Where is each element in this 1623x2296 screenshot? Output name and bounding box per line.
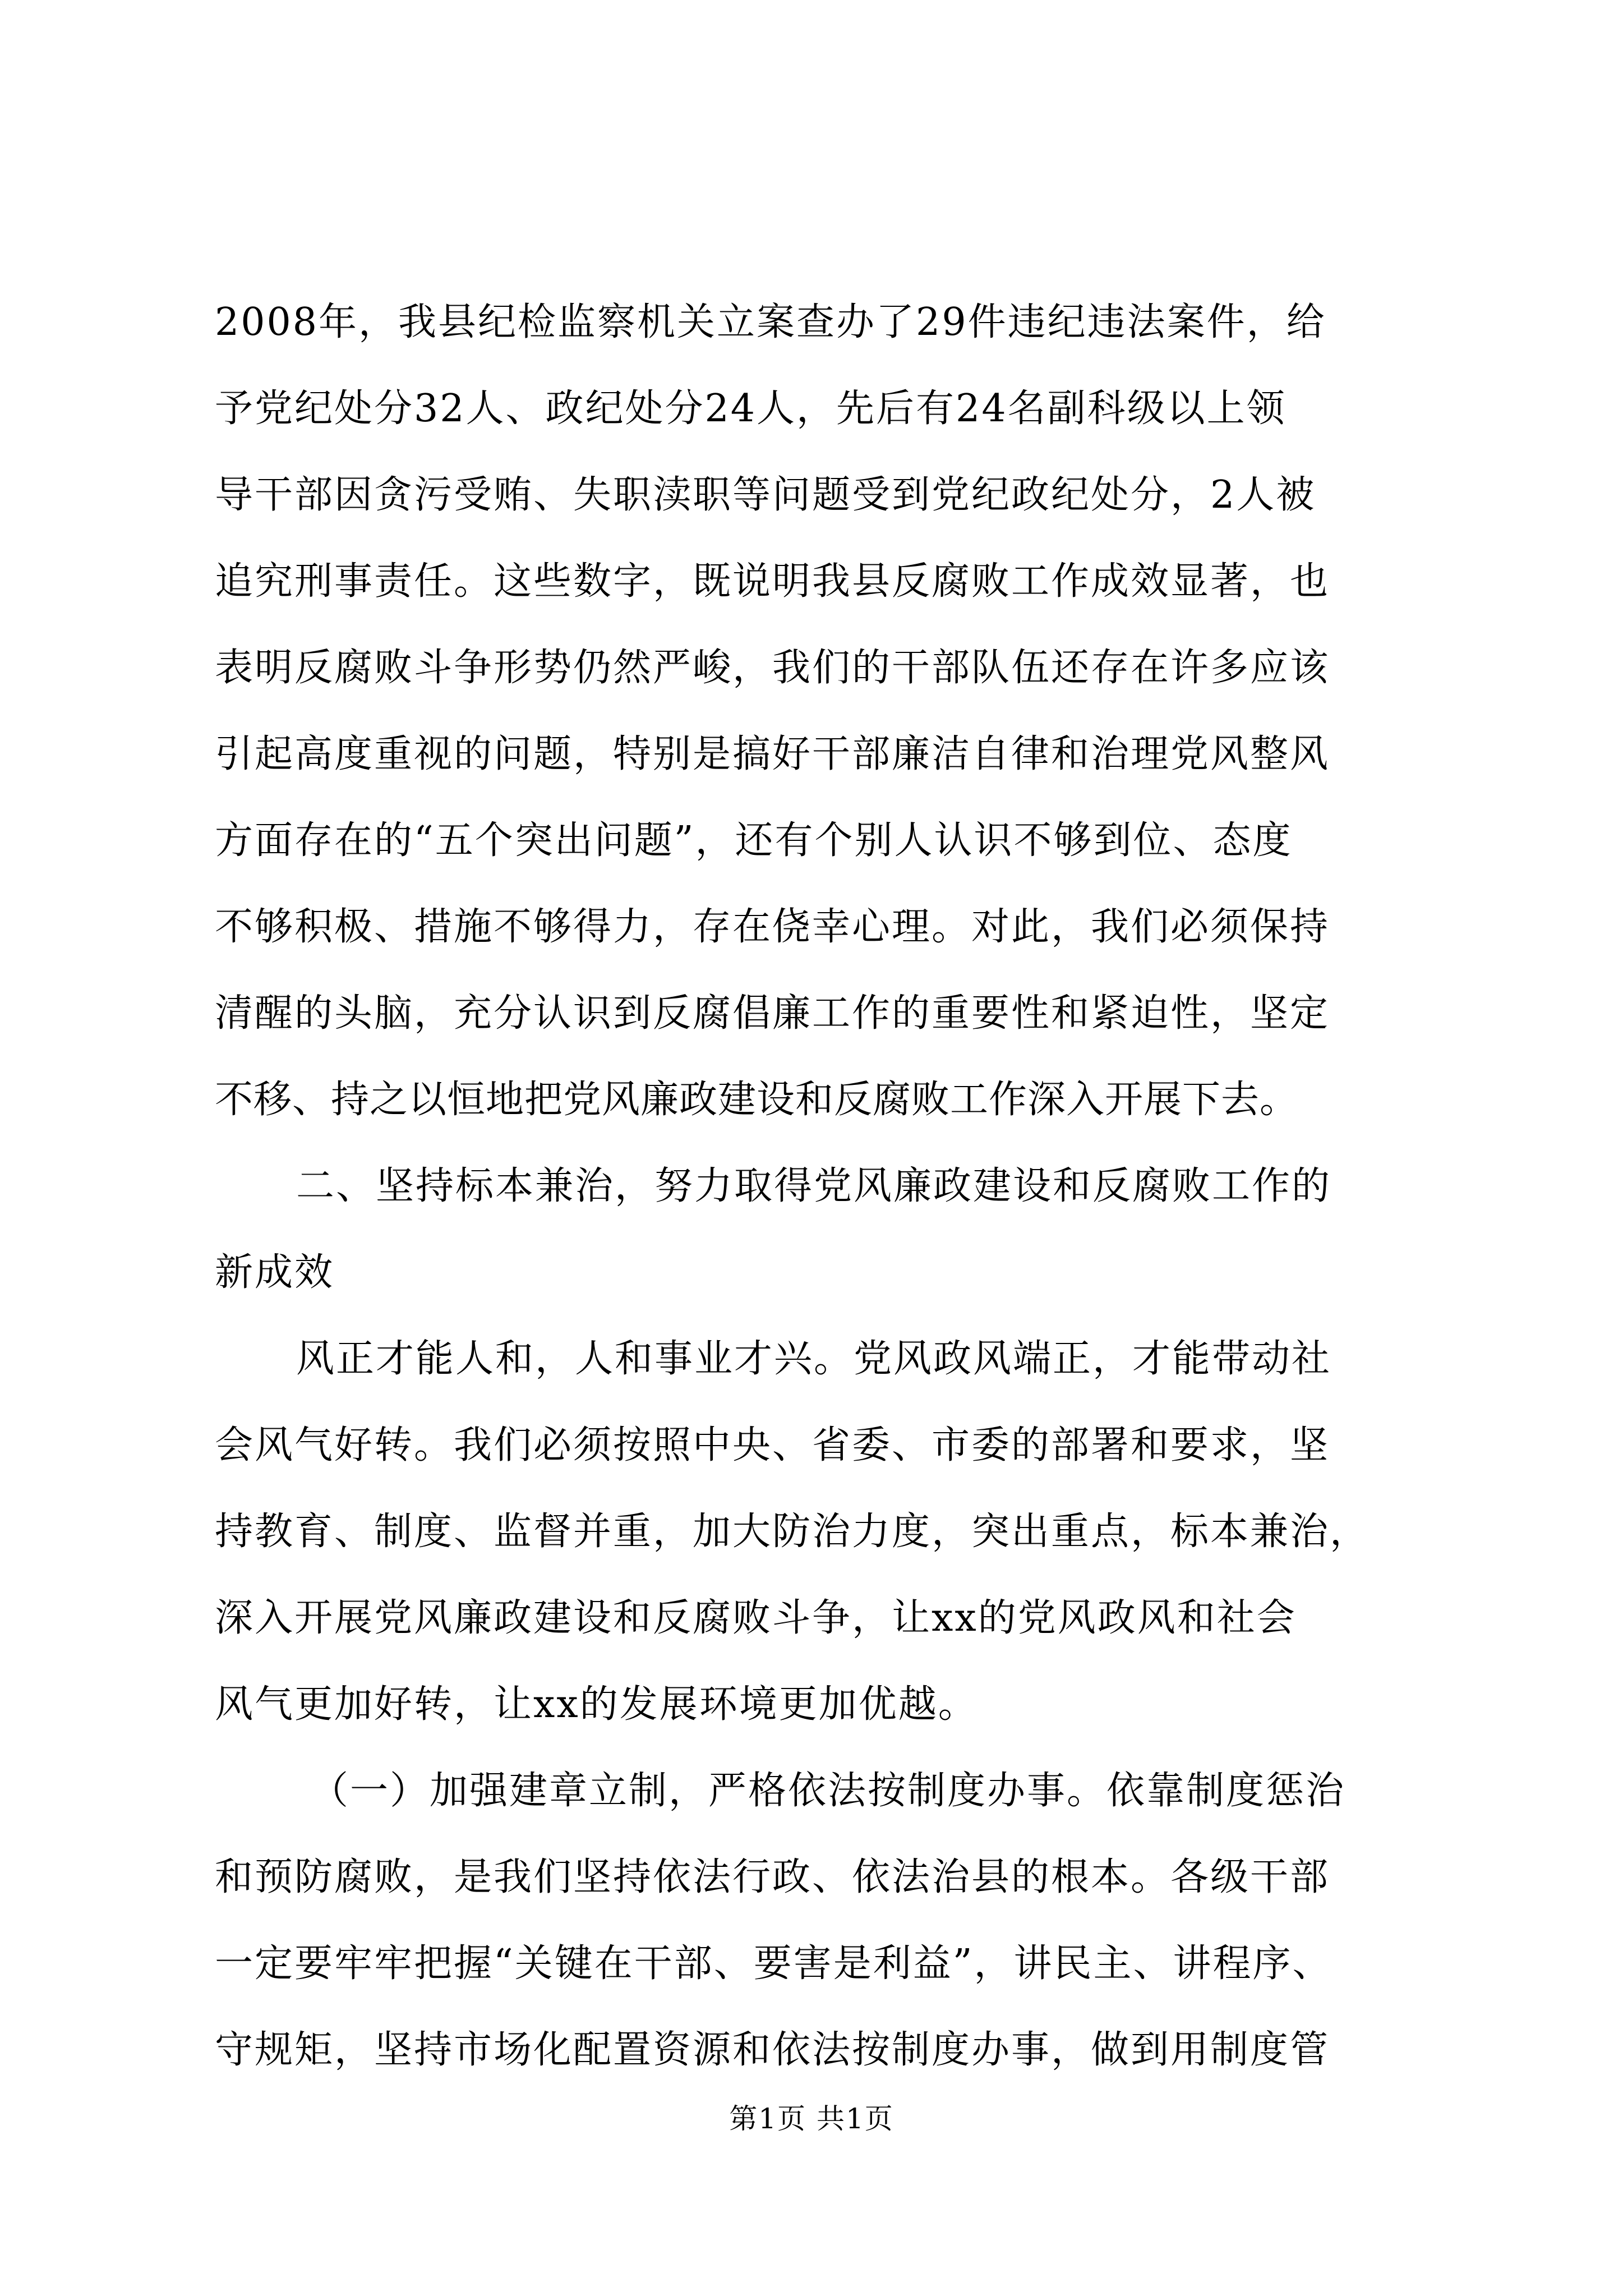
text-line: 风气更加好转，让xx的发展环境更加优越。 <box>215 1682 978 1727</box>
text-line: 清醒的头脑，充分认识到反腐倡廉工作的重要性和紧迫性，坚定 <box>215 991 1330 1036</box>
text-line: 引起高度重视的问题，特别是搞好干部廉洁自律和治理党风整风 <box>215 732 1330 776</box>
section-heading-continued: 新成效 <box>215 1250 335 1295</box>
text-line: 追究刑事责任。这些数字，既说明我县反腐败工作成效显著，也 <box>215 559 1330 604</box>
text-line: 予党纪处分32人、政纪处分24人，先后有24名副科级以上领 <box>215 386 1287 431</box>
subsection-heading: （一）加强建章立制，严格依法按制度办事。依靠制度惩治 <box>310 1769 1346 1813</box>
text-line: 持教育、制度、监督并重，加大防治力度，突出重点，标本兼治， <box>215 1510 1370 1554</box>
text-line: 深入开展党风廉政建设和反腐败斗争，让xx的党风政风和社会 <box>215 1596 1297 1640</box>
text-line: 导干部因贪污受贿、失职渎职等问题受到党纪政纪处分，2人被 <box>215 473 1316 517</box>
section-heading: 二、坚持标本兼治，努力取得党风廉政建设和反腐败工作的 <box>296 1164 1332 1208</box>
document-body <box>215 279 1421 2093</box>
text-line: 2008年，我县纪检监察机关立案查办了29件违纪违法案件，给 <box>215 300 1326 344</box>
text-line: 风正才能人和，人和事业才兴。党风政风端正，才能带动社 <box>296 1337 1332 1381</box>
text-line: 会风气好转。我们必须按照中央、省委、市委的部署和要求，坚 <box>215 1423 1330 1467</box>
text-line: 和预防腐败，是我们坚持依法行政、依法治县的根本。各级干部 <box>215 1855 1330 1899</box>
text-line: 一定要牢牢把握“关键在干部、要害是利益”，讲民主、讲程序、 <box>215 1941 1332 1986</box>
page-number-footer: 第1页 共1页 <box>729 2102 894 2135</box>
text-line: 方面存在的“五个突出问题”，还有个别人认识不够到位、态度 <box>215 818 1293 863</box>
text-line: 表明反腐败斗争形势仍然严峻，我们的干部队伍还存在许多应该 <box>215 646 1330 690</box>
text-line: 不够积极、措施不够得力，存在侥幸心理。对此，我们必须保持 <box>215 905 1330 949</box>
text-line: 不移、持之以恒地把党风廉政建设和反腐败工作深入开展下去。 <box>215 1078 1299 1122</box>
text-line: 守规矩，坚持市场化配置资源和依法按制度办事，做到用制度管 <box>215 2028 1330 2072</box>
